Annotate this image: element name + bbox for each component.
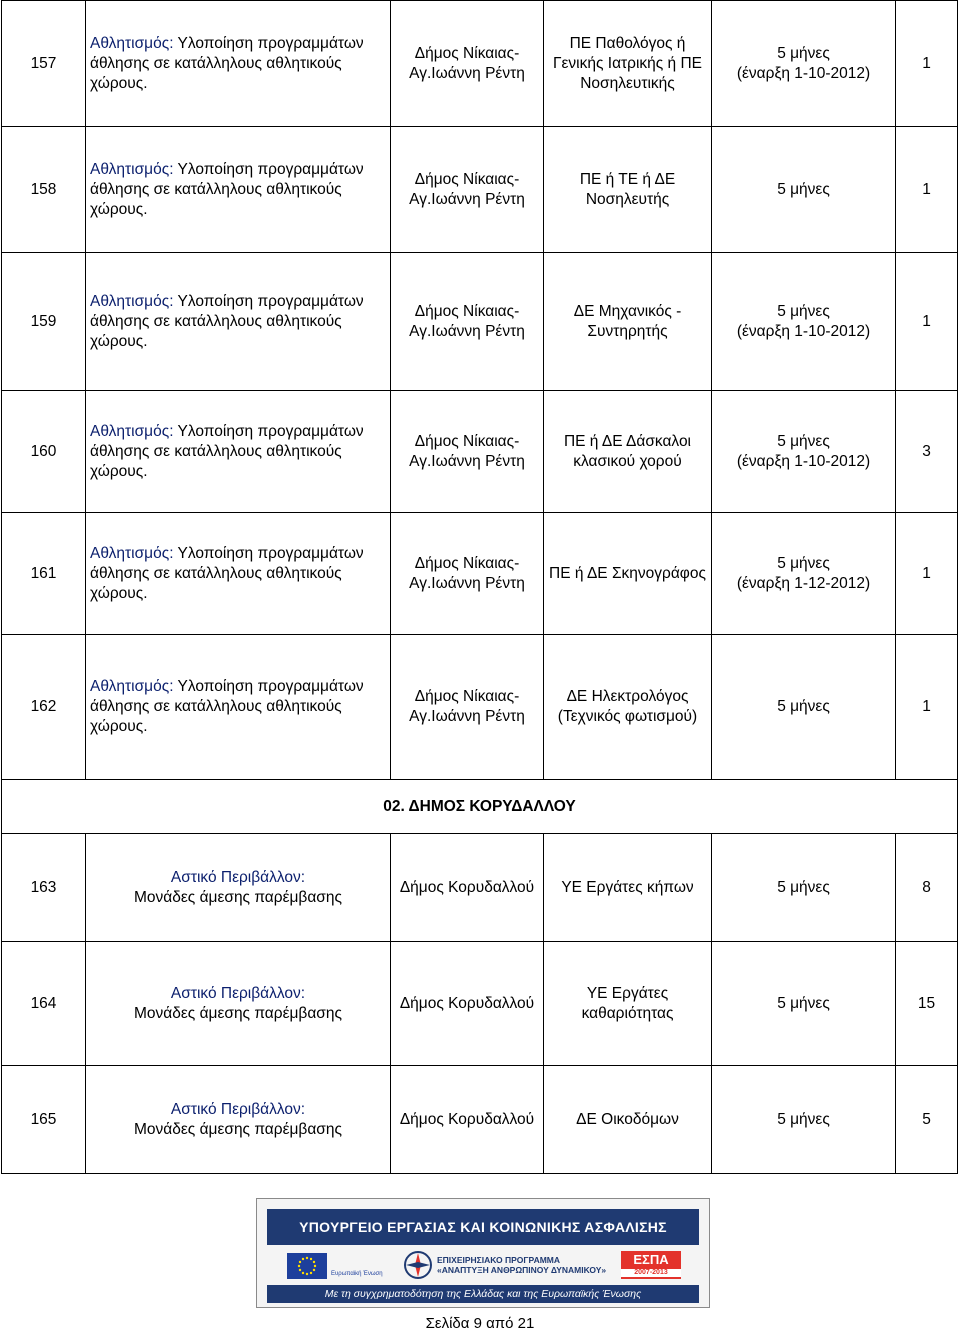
row-number: 165 [2,1066,86,1174]
program-line-2: «ΑΝΑΠΤΥΞΗ ΑΝΘΡΩΠΙΝΟΥ ΔΥΝΑΜΙΚΟΥ» [437,1265,607,1275]
row-number: 158 [2,127,86,253]
activity-text: Υλοποίηση προγραμμάτων άθλησης σε κατάλληλους αθλητικούς χώρους. [90,34,364,92]
table-row [2,834,958,942]
espa-years: 2007-2013 [621,1269,681,1277]
duration-value: 5 μήνες [777,44,830,62]
row-number: 161 [2,513,86,635]
duration-cell [712,513,896,635]
table-row [2,1,958,127]
section-header-body [2,780,958,834]
activity-text: Υλοποίηση προγραμμάτων άθλησης σε κατάλληλους αθλητικούς χώρους. [90,544,364,602]
activity-text: Μονάδες άμεσης παρέμβασης [134,1004,342,1022]
activity-cell [86,391,391,513]
specialty-cell: ΥΕ Εργάτες καθαριότητας [544,942,712,1066]
start-date: (έναρξη 1-12-2012) [736,574,871,592]
activity-cell [86,513,391,635]
banner-logos [267,1245,699,1285]
start-date: (έναρξη 1-10-2012) [736,452,871,470]
duration-value: 5 μήνες [777,698,830,715]
staffing-table [1,0,958,1174]
table-body-part1 [2,1,958,780]
duration-cell [712,391,896,513]
specialty-cell: ΥΕ Εργάτες κήπων [544,834,712,942]
activity-text: Μονάδες άμεσης παρέμβασης [134,1120,342,1138]
location-cell: Δήμος Νίκαιας-Αγ.Ιωάννη Ρέντη [391,391,544,513]
specialty-cell: ΔΕ Μηχανικός - Συντηρητής [544,253,712,391]
table-body-part2 [2,834,958,1174]
location-cell: Δήμος Κορυδαλλού [391,1066,544,1174]
start-date: (έναρξη 1-10-2012) [736,322,871,340]
activity-text: Υλοποίηση προγραμμάτων άθλησης σε κατάλληλους αθλητικούς χώρους. [90,160,364,218]
positions-count: 1 [896,253,958,391]
table-row [2,1066,958,1174]
location-cell: Δήμος Νίκαιας-Αγ.Ιωάννη Ρέντη [391,1,544,127]
activity-label: Αθλητισμός: [90,422,174,440]
activity-label: Αστικό Περιβάλλον: [170,1100,306,1118]
section-header-row [2,780,958,834]
espa-label: ΕΣΠΑ [633,1252,669,1267]
location-cell: Δήμος Νίκαιας-Αγ.Ιωάννη Ρέντη [391,127,544,253]
espa-logo [621,1251,681,1279]
activity-label: Αστικό Περιβάλλον: [170,984,306,1002]
specialty-cell: ΔΕ Ηλεκτρολόγος (Τεχνικός φωτισμού) [544,635,712,780]
activity-cell [86,127,391,253]
positions-count: 1 [896,513,958,635]
location-cell: Δήμος Νίκαιας-Αγ.Ιωάννη Ρέντη [391,513,544,635]
duration-cell [712,635,896,780]
duration-value: 5 μήνες [777,302,830,320]
activity-label: Αθλητισμός: [90,34,174,52]
table-row [2,253,958,391]
activity-cell [86,1066,391,1174]
activity-text: Υλοποίηση προγραμμάτων άθλησης σε κατάλληλους αθλητικούς χώρους. [90,422,364,480]
location-cell: Δήμος Κορυδαλλού [391,834,544,942]
activity-label: Αστικό Περιβάλλον: [170,868,306,886]
row-number: 162 [2,635,86,780]
specialty-cell: ΠΕ ή ΔΕ Δάσκαλοι κλασικού χορού [544,391,712,513]
eu-caption: Ευρωπαϊκή Ένωση [331,1271,383,1277]
eu-flag-icon [287,1253,327,1279]
activity-label: Αθλητισμός: [90,544,174,562]
program-emblem-icon [403,1250,433,1280]
table-row [2,391,958,513]
activity-text: Μονάδες άμεσης παρέμβασης [134,888,342,906]
table-row [2,942,958,1066]
activity-cell [86,1,391,127]
duration-cell: 5 μήνες [712,942,896,1066]
specialty-cell: ΠΕ ή ΤΕ ή ΔΕ Νοσηλευτής [544,127,712,253]
positions-count: 3 [896,391,958,513]
activity-label: Αθλητισμός: [90,678,174,695]
activity-text: Υλοποίηση προγραμμάτων άθλησης σε κατάλληλους αθλητικούς χώρους. [90,678,364,735]
specialty-cell: ΠΕ Παθολόγος ή Γενικής Ιατρικής ή ΠΕ Νοσηλευτικής [544,1,712,127]
cofinancing-text: Με τη συγχρηματοδότηση της Ελλάδας και της Ευρωπαϊκής Ένωσης [267,1285,699,1303]
program-name [437,1255,607,1275]
positions-count: 5 [896,1066,958,1174]
specialty-cell: ΠΕ ή ΔΕ Σκηνογράφος [544,513,712,635]
duration-value: 5 μήνες [777,180,830,198]
location-cell: Δήμος Νίκαιας-Αγ.Ιωάννη Ρέντη [391,253,544,391]
row-number: 160 [2,391,86,513]
duration-value: 5 μήνες [777,554,830,572]
activity-label: Αθλητισμός: [90,160,174,178]
positions-count: 1 [896,127,958,253]
positions-count: 8 [896,834,958,942]
positions-count: 15 [896,942,958,1066]
location-cell: Δήμος Κορυδαλλού [391,942,544,1066]
duration-value: 5 μήνες [777,432,830,450]
specialty-cell: ΔΕ Οικοδόμων [544,1066,712,1174]
row-number: 164 [2,942,86,1066]
cofinancing-banner [256,1198,710,1308]
activity-cell [86,942,391,1066]
table-row [2,127,958,253]
activity-label: Αθλητισμός: [90,292,174,310]
row-number: 157 [2,1,86,127]
table-row [2,635,958,780]
ministry-title: ΥΠΟΥΡΓΕΙΟ ΕΡΓΑΣΙΑΣ ΚΑΙ ΚΟΙΝΩΝΙΚΗΣ ΑΣΦΑΛΙΣΗΣ [267,1209,699,1245]
start-date: (έναρξη 1-10-2012) [736,64,871,82]
section-title: 02. ΔΗΜΟΣ ΚΟΡΥΔΑΛΛΟΥ [2,780,958,834]
location-cell: Δήμος Νίκαιας-Αγ.Ιωάννη Ρέντη [391,635,544,780]
row-number: 159 [2,253,86,391]
page-number: Σελίδα 9 από 21 [425,1315,535,1332]
activity-text: Υλοποίηση προγραμμάτων άθλησης σε κατάλληλους αθλητικούς χώρους. [90,292,364,350]
table-row [2,513,958,635]
activity-cell [86,253,391,391]
positions-count: 1 [896,1,958,127]
program-line-1: ΕΠΙΧΕΙΡΗΣΙΑΚΟ ΠΡΟΓΡΑΜΜΑ [437,1255,561,1265]
activity-cell [86,834,391,942]
duration-cell [712,253,896,391]
duration-cell: 5 μήνες [712,834,896,942]
positions-count: 1 [896,635,958,780]
duration-cell: 5 μήνες [712,1066,896,1174]
row-number: 163 [2,834,86,942]
duration-cell [712,1,896,127]
duration-cell [712,127,896,253]
activity-cell [86,635,391,780]
